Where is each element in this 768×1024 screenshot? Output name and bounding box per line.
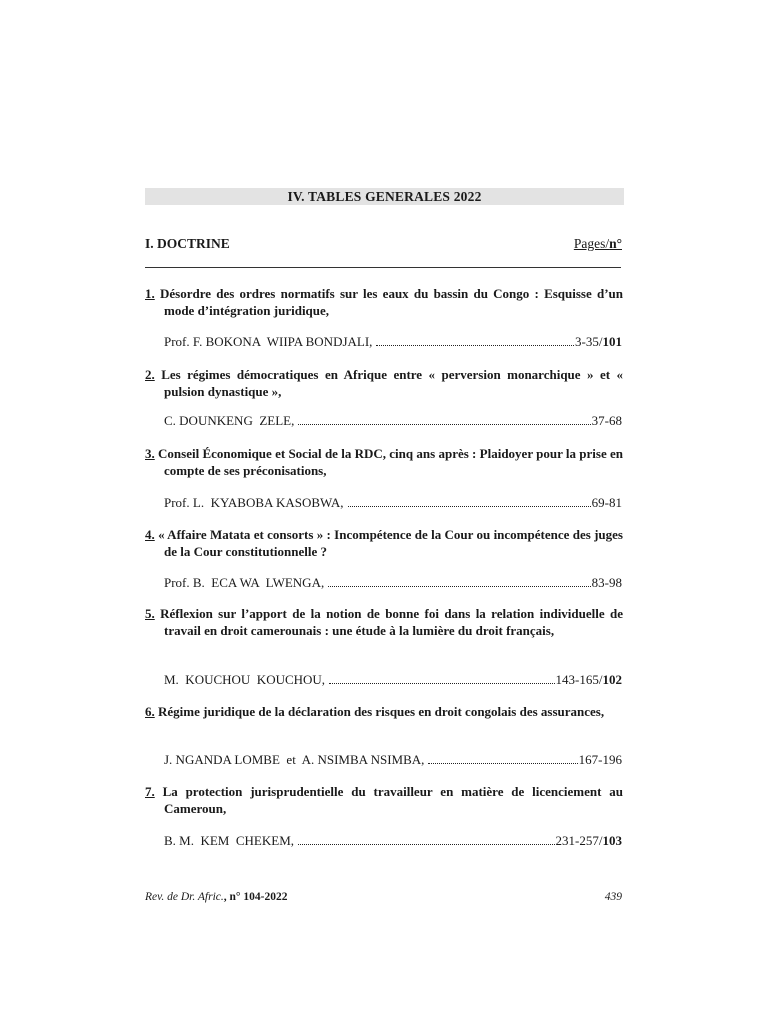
entry-number: 7. [145,784,155,799]
document-page [145,0,624,1024]
section-divider [145,267,621,268]
entry-author: Prof. F. BOKONA WIIPA BONDJALI, [164,334,373,349]
dot-leader [328,576,590,587]
entry-author: C. DOUNKENG ZELE, [164,413,295,428]
pages-column-label [574,236,622,252]
entry-title-text: « Affaire Matata et consorts » : Incompétence de la Cour ou incompétence des juges de la Cour constitutionnelle ? [154,527,623,559]
pages-label-number: n° [609,236,622,251]
entry-title-text: La protection jurisprudentielle du travailleur en matière de licenciement au Cameroun, [154,784,623,816]
footer-issue: , n° 104-2022 [223,891,288,903]
page-heading: IV. TABLES GENERALES 2022 [145,188,624,205]
entry-author: B. M. KEM CHEKEM, [164,833,295,848]
dot-leader [376,335,574,346]
entry-author: Prof. L. KYABOBA KASOBWA, [164,495,344,510]
entry-title-text: Désordre des ordres normatifs sur les eaux du bassin du Congo : Esquisse d’un mode d’intégration juridique, [154,286,623,318]
entry-author-line [164,751,622,768]
entry-author-line [164,494,622,511]
entry-author: M. KOUCHOU KOUCHOU, [164,672,326,687]
entry-title-text: Conseil Économique et Social de la RDC, cinq ans après : Plaidoyer pour la prise en compte de ses préconisations, [154,446,623,478]
footer-citation [145,891,287,903]
entry-pages: 231-257/ [555,833,603,848]
entry-title [145,445,623,479]
entry-title-text: Les régimes démocratiques en Afrique entre « perversion monarchique » et « pulsion dynastique », [154,367,623,399]
entry-pages: 143-165/ [555,672,603,687]
entry-title [145,783,623,817]
entry-number: 4. [145,527,155,542]
entry-number: 6. [145,704,155,719]
entry-issue: 103 [602,833,622,848]
entry-number: 1. [145,286,155,301]
entry-issue: 102 [602,672,622,687]
pages-label-text: Pages/ [573,236,610,251]
entry-number: 5. [145,606,155,621]
entry-title [145,605,623,639]
entry-title [145,285,623,319]
dot-leader [298,414,590,425]
toc-entry [145,366,623,400]
toc-entry [145,703,623,720]
dot-leader [428,753,577,764]
toc-entry [145,783,623,817]
entry-title-text: Régime juridique de la déclaration des risques en droit congolais des assurances, [154,704,605,719]
entry-author-line [164,333,622,350]
page-number: 439 [604,891,622,903]
entry-title [145,366,623,400]
entry-title [145,526,623,560]
entry-pages: 167-196 [578,752,622,767]
entry-title-text: Réflexion sur l’apport de la notion de bonne foi dans la relation individuelle de travail en droit camerounais : une étude à la lumière du droit français, [154,606,623,638]
entry-pages: 69-81 [591,495,622,510]
entry-pages: 83-98 [591,575,622,590]
dot-leader [298,834,555,845]
toc-entry [145,445,623,479]
toc-entry [145,285,623,319]
section-header [145,236,624,254]
toc-entry [145,526,623,560]
entry-issue: 101 [602,334,622,349]
footer-journal: Rev. de Dr. Afric. [145,891,224,903]
entry-author-line [164,671,622,688]
entry-author-line [164,832,622,849]
dot-leader [348,496,591,507]
entry-title [145,703,623,720]
toc-entry [145,605,623,639]
entry-author: J. NGANDA LOMBE et A. NSIMBA NSIMBA, [164,752,425,767]
entry-number: 3. [145,446,155,461]
page-footer [145,891,624,907]
section-title: I. DOCTRINE [145,236,230,251]
entry-pages: 3-35/ [575,334,603,349]
entry-pages: 37-68 [591,413,622,428]
entry-author-line [164,574,622,591]
dot-leader [329,673,554,684]
entry-author-line [164,412,622,429]
entry-author: Prof. B. ECA WA LWENGA, [164,575,325,590]
entry-number: 2. [145,367,155,382]
